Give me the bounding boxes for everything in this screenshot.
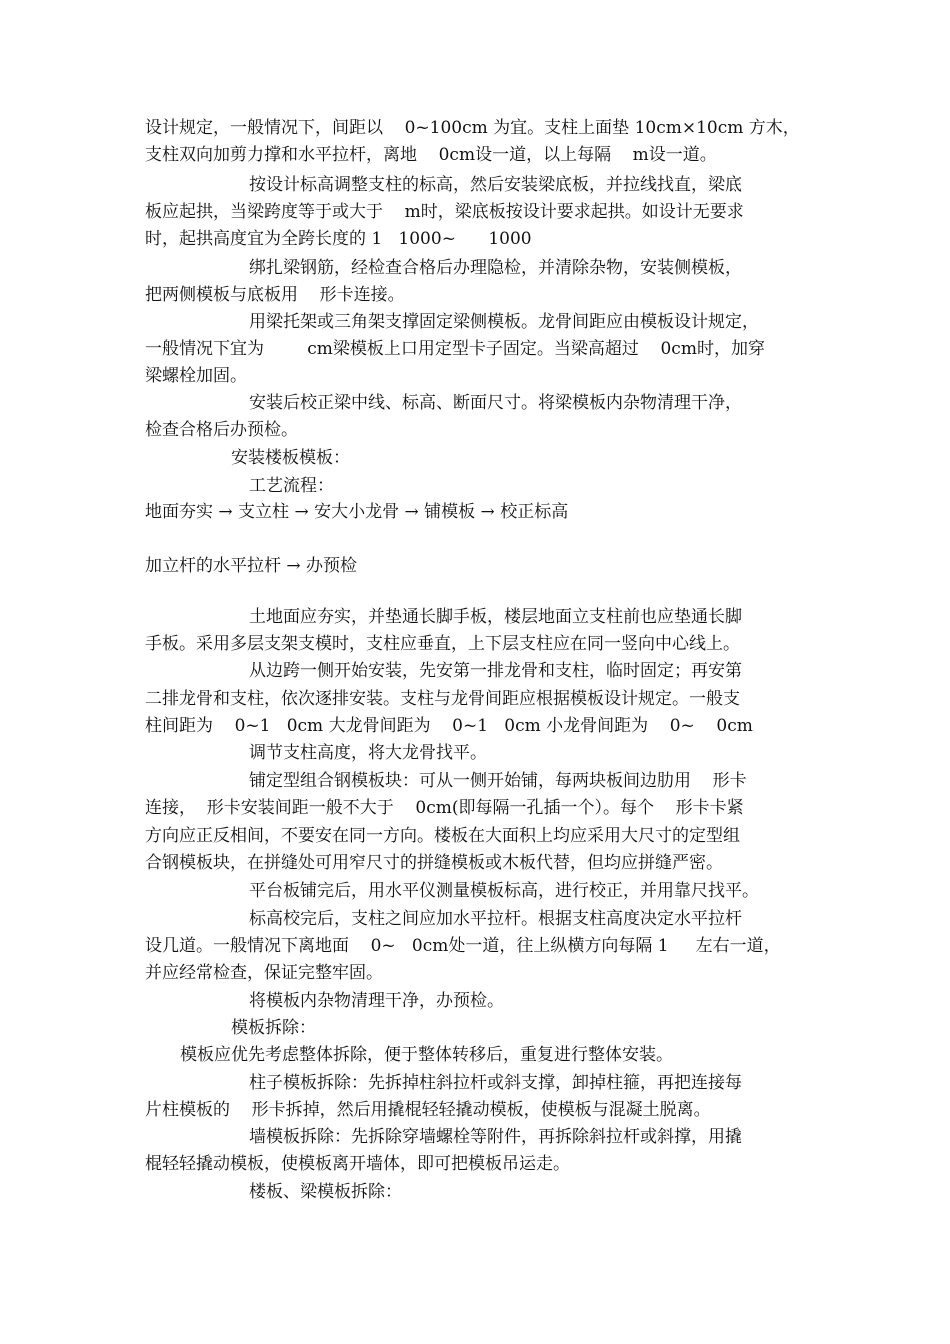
- text-line: 铺定型组合钢模板块：可从一侧开始铺，每两块板间边肋用 形卡: [249, 771, 747, 791]
- text-line: 支柱双向加剪力撑和水平拉杆，离地 0cm设一道，以上每隔 m设一道。: [145, 145, 717, 165]
- section-heading: 安装楼板模板：: [231, 448, 350, 468]
- text-line: 一般情况下宜为 cm梁模板上口用定型卡子固定。当梁高超过 0cm时，加穿: [145, 339, 765, 359]
- text-line: 检查合格后办预检。: [145, 420, 298, 440]
- text-line: 片柱模板的 形卡拆掉，然后用撬棍轻轻撬动模板，使模板与混凝土脱离。: [145, 1100, 711, 1120]
- text-line: 标高校完后，支柱之间应加水平拉杆。根据支柱高度决定水平拉杆: [249, 909, 742, 929]
- section-heading: 模板拆除：: [231, 1018, 316, 1038]
- text-line: 连接， 形卡安装间距一般不大于 0cm(即每隔一孔插一个）。每个 形卡卡紧: [145, 798, 744, 818]
- sub-heading: 工艺流程：: [249, 476, 334, 496]
- text-line: 绑扎梁钢筋，经检查合格后办理隐检，并清除杂物，安装侧模板，: [249, 258, 742, 278]
- text-line: 柱间距为 0~1 0cm 大龙骨间距为 0~1 0cm 小龙骨间距为 0~ 0cm: [145, 716, 753, 736]
- text-line: 用梁托架或三角架支撑固定梁侧模板。龙骨间距应由模板设计规定，: [249, 312, 759, 332]
- text-line: 按设计标高调整支柱的标高，然后安装梁底板，并拉线找直，梁底: [249, 175, 742, 195]
- text-line: 柱子模板拆除：先拆掉柱斜拉杆或斜支撑，卸掉柱箍，再把连接每: [249, 1073, 742, 1093]
- text-line: 设几道。一般情况下离地面 0~ 0cm处一道，往上纵横方向每隔 1 左右一道，: [145, 936, 781, 956]
- text-line: 手板。采用多层支架支模时，支柱应垂直，上下层支柱应在同一竖向中心线上。: [145, 634, 740, 654]
- sub-heading: 楼板、梁模板拆除：: [249, 1182, 402, 1202]
- text-line: 设计规定，一般情况下，间距以 0~100cm 为宜。支柱上面垫 10cm×10cm 方木，: [145, 118, 800, 138]
- process-flow-line: 加立杆的水平拉杆 → 办预检: [145, 556, 358, 576]
- text-line: 土地面应夯实，并垫通长脚手板，楼层地面立支柱前也应垫通长脚: [249, 607, 742, 627]
- text-line: 平台板铺完后，用水平仪测量模板标高，进行校正，并用靠尺找平。: [249, 881, 759, 901]
- text-line: 从边跨一侧开始安装，先安第一排龙骨和支柱，临时固定；再安第: [249, 661, 742, 681]
- text-line: 安装后校正梁中线、标高、断面尺寸。将梁模板内杂物清理干净，: [249, 393, 742, 413]
- text-line: 方向应正反相间，不要安在同一方向。楼板在大面积上均应采用大尺寸的定型组: [145, 826, 740, 846]
- text-line: 墙模板拆除：先拆除穿墙螺栓等附件，再拆除斜拉杆或斜撑，用撬: [249, 1127, 742, 1147]
- text-line: 二排龙骨和支柱，依次逐排安装。支柱与龙骨间距应根据模板设计规定。一般支: [145, 689, 740, 709]
- process-flow-line: 地面夯实 → 支立柱 → 安大小龙骨 → 铺模板 → 校正标高: [145, 502, 569, 522]
- text-line: 模板应优先考虑整体拆除，便于整体转移后，重复进行整体安装。: [180, 1045, 673, 1065]
- text-line: 时，起拱高度宜为全跨长度的 1 1000~ 1000: [145, 229, 532, 249]
- text-line: 合钢模板块，在拼缝处可用窄尺寸的拼缝模板或木板代替，但均应拼缝严密。: [145, 853, 723, 873]
- text-line: 棍轻轻撬动模板，使模板离开墙体，即可把模板吊运走。: [145, 1154, 570, 1174]
- text-line: 并应经常检查，保证完整牢固。: [145, 963, 383, 983]
- text-line: 把两侧模板与底板用 形卡连接。: [145, 285, 405, 305]
- text-line: 板应起拱，当梁跨度等于或大于 m时，梁底板按设计要求起拱。如设计无要求: [145, 202, 744, 222]
- text-line: 调节支柱高度，将大龙骨找平。: [249, 743, 487, 763]
- text-line: 将模板内杂物清理干净，办预检。: [249, 991, 504, 1011]
- text-line: 梁螺栓加固。: [145, 366, 247, 386]
